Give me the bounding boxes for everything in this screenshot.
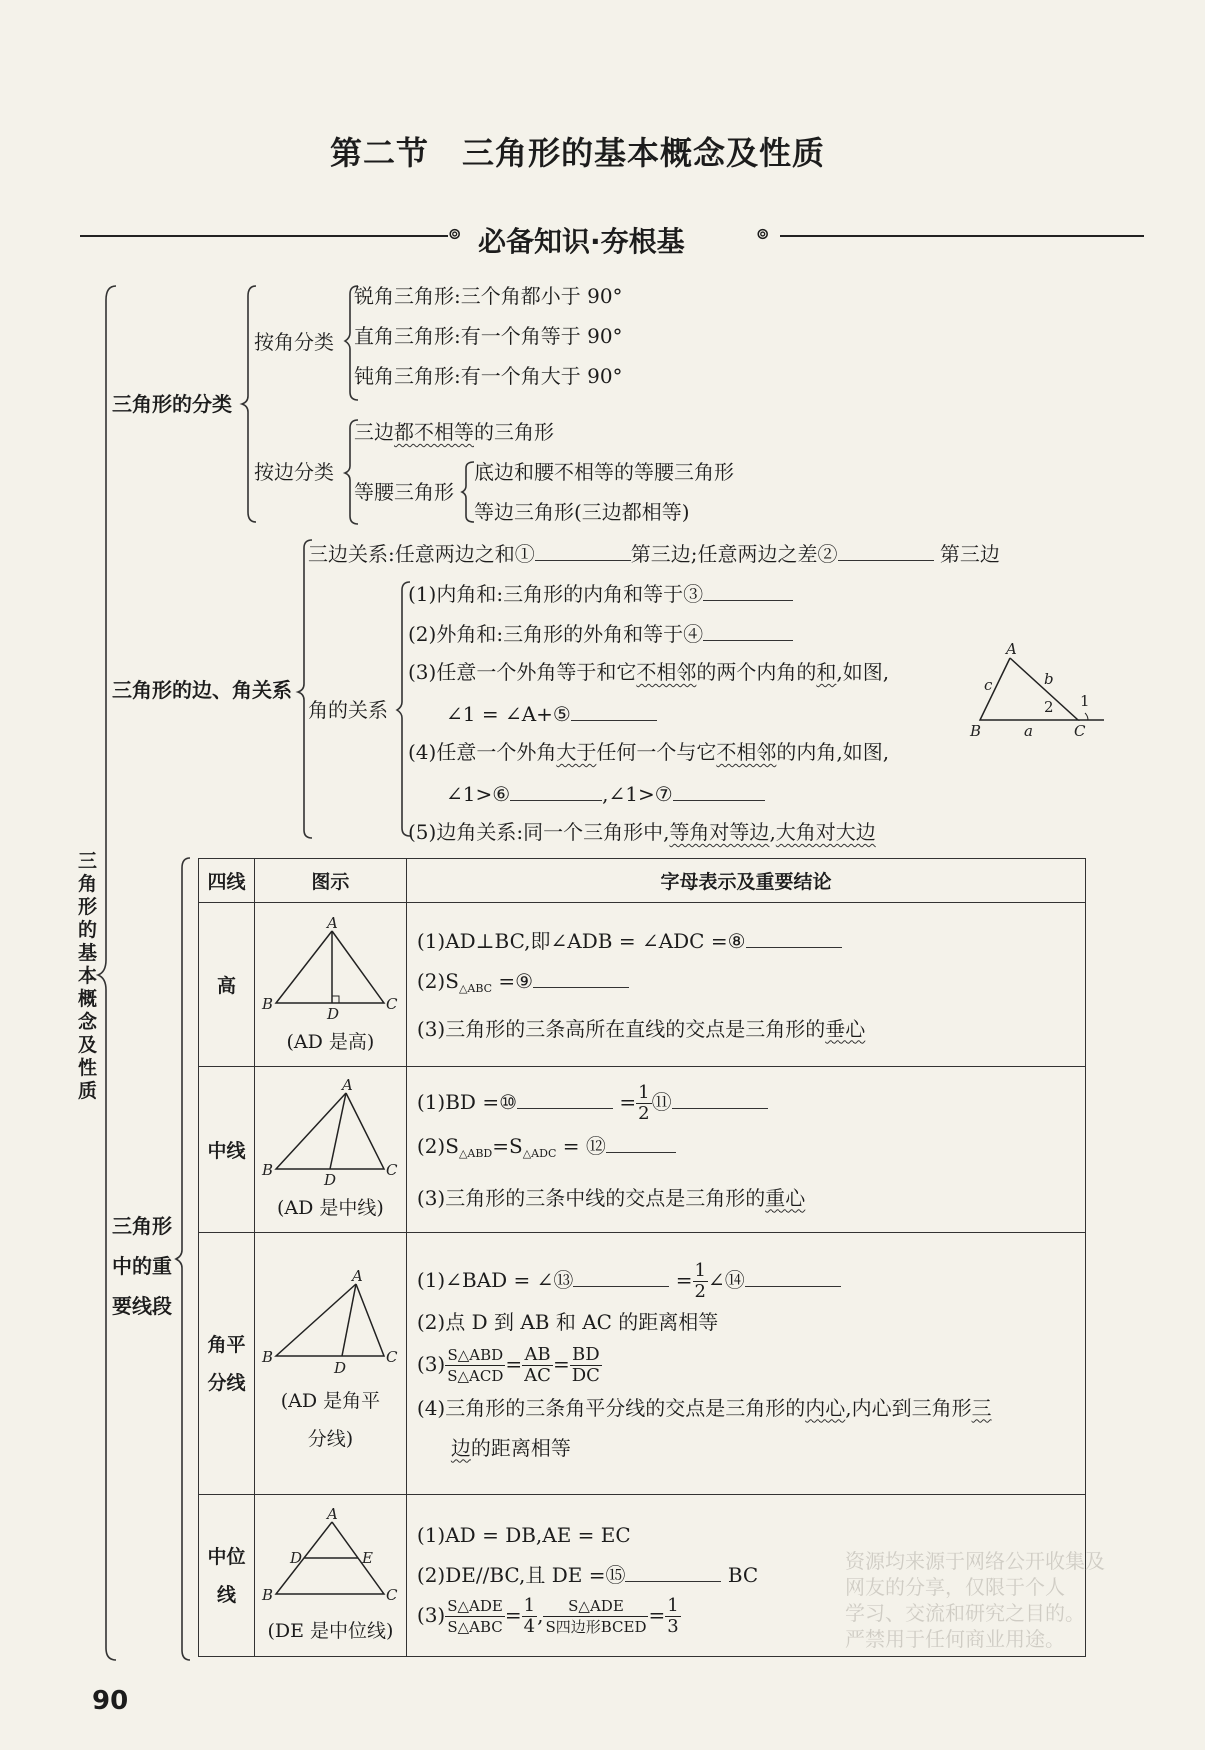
label-C: C: [1074, 722, 1086, 740]
blank-13: [573, 1266, 669, 1287]
altitude-c3-a: (3)三角形的三条高所在直线的交点是三角形的: [416, 1016, 826, 1041]
angle-item-2: [408, 620, 793, 646]
blank-4: [703, 620, 793, 641]
median-c3-a: (3)三角形的三条中线的交点是三角形的: [416, 1185, 766, 1210]
blank-14: [745, 1266, 841, 1287]
midline-comma: ,: [537, 1602, 544, 1627]
page-title: 第二节 三角形的基本概念及性质: [330, 134, 826, 172]
row-bisector-name: [199, 1233, 255, 1495]
angle-item-3-d: 和: [816, 660, 837, 684]
median-c1-a: (1)BD =⑩: [416, 1089, 518, 1114]
altitude-c1-text: (1)AD⊥BC,即∠ADB = ∠ADC =⑧: [416, 928, 746, 953]
bis-label-D: D: [334, 1358, 347, 1377]
angle-item-5-a: (5)边角关系:同一个三角形中,: [408, 820, 670, 844]
bis-label-C: C: [386, 1347, 398, 1366]
altitude-c2-sub: △ABC: [458, 981, 493, 995]
med-label-C: C: [386, 1161, 398, 1179]
alt-label-A: A: [327, 914, 339, 932]
angle-item-4-e: 的内角,如图,: [776, 740, 890, 764]
angle-item-3-c: 的两个内角的: [696, 660, 817, 684]
lines-section-label: [112, 1206, 172, 1326]
label-A: A: [1006, 640, 1017, 658]
right-angle-mark: [332, 996, 339, 1003]
angle-item-4-f1: ∠1>⑥: [446, 782, 511, 806]
midline-frac-1-den: S△ABC: [447, 1617, 503, 1636]
blank-2: [838, 540, 934, 561]
midline-frac-2-den: S四边形BCED: [545, 1617, 647, 1636]
median-c2-c: = ⑫: [556, 1133, 606, 1158]
mid-label-C: C: [386, 1586, 398, 1604]
header-conclusions: 字母表示及重要结论: [406, 859, 1085, 903]
bisector-frac-1-den: S△ACD: [447, 1366, 504, 1385]
angle-item-4-line2: [446, 780, 765, 806]
median-triangle: [276, 1093, 384, 1169]
midline-frac-2-num: S△ADE: [543, 1596, 648, 1617]
banner-line-left: [80, 235, 448, 237]
row-midline-figure: [254, 1495, 406, 1657]
bisector-c1-eq: =: [675, 1267, 693, 1292]
bisector-frac-1: [445, 1345, 505, 1386]
bisector-half-num: 1: [694, 1259, 706, 1281]
table-row: [199, 1233, 1086, 1495]
scalene-triangle: [354, 420, 554, 444]
bisector-c3-pre: (3): [416, 1351, 446, 1376]
angle-item-2-text: (2)外角和:三角形的外角和等于④: [408, 622, 704, 646]
bisector-eq-1: =: [505, 1351, 523, 1376]
scalene-emphasis: 都不相等: [394, 420, 474, 444]
midline-c1: (1)AD = DB,AE = EC: [416, 1522, 631, 1547]
bisector-triangle: [276, 1284, 384, 1356]
root-label: 三角形的基本概念及性质: [78, 850, 98, 1102]
row-midline-name: [199, 1495, 255, 1657]
label-1: 1: [1080, 692, 1090, 710]
midline-val-2: [665, 1596, 680, 1637]
bisector-frac-2-den: AC: [524, 1364, 551, 1386]
altitude-c1: [417, 921, 1085, 961]
bisector-c4: [417, 1388, 1085, 1428]
bisector-c4-a: (4)三角形的三条角平分线的交点是三角形的: [416, 1395, 806, 1420]
bisector-caption: [255, 1382, 406, 1458]
angle-item-1-text: (1)内角和:三角形的内角和等于③: [408, 582, 704, 606]
row-bisector-figure: [254, 1233, 406, 1495]
relations-label: 三角形的边、角关系: [112, 678, 292, 702]
obtuse-triangle: 钝角三角形:有一个角大于 90°: [354, 364, 623, 388]
label-a: a: [1024, 722, 1033, 740]
bisector-frac-3: [570, 1345, 602, 1386]
angle-1-arc: [1085, 713, 1088, 720]
watermark-line-3: 学习、交流和研究之目的。: [845, 1601, 1085, 1625]
watermark: [845, 1548, 1205, 1652]
scalene-pre: 三边: [354, 420, 394, 444]
midline-eq-1: =: [504, 1602, 522, 1627]
angle-item-3-line2: [446, 700, 657, 726]
three-sides-part2: 第三边;任意两边之差②: [630, 542, 838, 566]
four-lines-table: [198, 858, 1086, 1657]
lines-label-3: 要线段: [112, 1294, 172, 1318]
acute-triangle: 锐角三角形:三个角都小于 90°: [354, 284, 623, 308]
bisector-frac-3-den: DC: [571, 1364, 600, 1386]
angle-item-5-b: 等角对等边: [669, 820, 770, 844]
midline-val-2-num: 1: [667, 1594, 679, 1616]
bisector-c4-c: ,内心到三角形: [845, 1395, 972, 1420]
median-c2-a: (2)S: [416, 1133, 459, 1158]
blank-6: [510, 780, 602, 801]
angle-relations-label: 角的关系: [308, 698, 388, 722]
mid-label-D: D: [290, 1549, 303, 1567]
bisector-frac-3-num: BD: [570, 1345, 602, 1366]
bisector-name-2: 分线: [207, 1371, 246, 1394]
median-half-den: 2: [638, 1102, 650, 1124]
table-row: [199, 903, 1086, 1067]
mid-label-B: B: [262, 1586, 274, 1604]
bisector-c4-e: 边: [450, 1435, 471, 1460]
header-four-lines: 四线: [199, 859, 255, 903]
bisector-name-1: 角平: [207, 1333, 246, 1356]
midline-val-1-den: 4: [523, 1615, 536, 1637]
banner-right-ornament: ⊚: [756, 224, 770, 243]
altitude-c3-b: 垂心: [825, 1016, 866, 1041]
banner-title: 必备知识·夯根基: [478, 225, 685, 258]
label-c: c: [984, 676, 993, 694]
three-sides-relation: [308, 540, 1000, 566]
median-caption: (AD 是中线): [277, 1197, 384, 1219]
midline-c2-a: (2)DE//BC,且 DE =⑮: [416, 1562, 626, 1587]
angle-item-1: [408, 580, 793, 606]
classification-label: 三角形的分类: [112, 392, 232, 416]
med-label-A: A: [342, 1076, 354, 1094]
label-2: 2: [1044, 698, 1054, 716]
median-c1-eq: =: [619, 1089, 637, 1114]
exterior-angle-figure: [972, 640, 1122, 740]
altitude-caption: (AD 是高): [286, 1031, 375, 1053]
altitude-c2: [417, 961, 1085, 1009]
row-altitude-figure: [254, 903, 406, 1067]
row-median-content: [406, 1067, 1085, 1233]
table-header-row: [199, 859, 1086, 903]
by-side-label: 按边分类: [254, 460, 334, 484]
angle-item-3: [408, 660, 889, 684]
three-sides-part3: 第三边: [939, 542, 1000, 566]
isosceles-label: 等腰三角形: [354, 480, 454, 504]
angle-item-3-e: ,如图,: [836, 660, 890, 684]
bisector-c2: (2)点 D 到 AB 和 AC 的距离相等: [416, 1309, 719, 1334]
bisector-c1-c: ∠⑭: [707, 1267, 745, 1292]
bisector-c3: [417, 1344, 1085, 1386]
bisector-caption-1: (AD 是角平: [280, 1389, 381, 1412]
bisector-caption-2: 分线): [307, 1427, 354, 1450]
bis-label-A: A: [352, 1266, 364, 1285]
med-label-B: B: [262, 1161, 274, 1179]
median-c1-c: ⑪: [651, 1089, 672, 1114]
row-median-figure: [254, 1067, 406, 1233]
blank-5: [571, 700, 657, 721]
median-line: [330, 1093, 346, 1169]
mid-label-A: A: [327, 1505, 339, 1523]
row-bisector-content: [406, 1233, 1085, 1495]
bisector-eq-2: =: [552, 1351, 570, 1376]
median-c2: [417, 1124, 1085, 1176]
median-c2-sub2: △ADC: [522, 1146, 557, 1160]
mid-label-E: E: [362, 1549, 374, 1567]
page-number: 90: [92, 1686, 129, 1716]
midline-caption: (DE 是中位线): [267, 1620, 394, 1642]
bisector-half: [693, 1261, 708, 1302]
blank-12: [606, 1132, 676, 1153]
header-figure: 图示: [254, 859, 406, 903]
row-median-name: 中线: [199, 1067, 255, 1233]
angle-item-4-d: 不相邻: [716, 740, 777, 764]
right-triangle: 直角三角形:有一个角等于 90°: [354, 324, 623, 348]
angle-item-4: [408, 740, 889, 764]
med-label-D: D: [324, 1171, 337, 1189]
midline-val-1: [522, 1596, 537, 1637]
altitude-c2-a: (2)S: [416, 968, 459, 993]
bisector-frac-2: [522, 1345, 553, 1386]
midline-val-1-num: 1: [523, 1594, 536, 1616]
banner-left-ornament: ⊚: [448, 224, 462, 243]
midline-figure: [260, 1505, 400, 1612]
midline-eq-2: =: [648, 1602, 666, 1627]
angle-item-5-d: 大角对大边: [775, 820, 876, 844]
midline-c2-b: BC: [727, 1562, 759, 1587]
blank-10: [517, 1088, 613, 1109]
blank-8: [746, 927, 842, 948]
median-c1: [417, 1080, 1085, 1124]
median-c2-sub1: △ABD: [458, 1146, 493, 1160]
bis-label-B: B: [262, 1347, 274, 1366]
angle-item-5-c: ,: [769, 820, 776, 844]
midline-val-2-den: 3: [667, 1615, 679, 1637]
midline-frac-1-num: S△ADE: [447, 1596, 503, 1615]
bisector-c1-a: (1)∠BAD = ∠⑬: [416, 1267, 574, 1292]
blank-15: [625, 1561, 721, 1582]
label-b: b: [1044, 670, 1054, 688]
median-half: [636, 1083, 651, 1124]
bisector-c4-b: 内心: [805, 1395, 846, 1420]
bisector-c1: [417, 1260, 1085, 1302]
angle-item-4-f2: ,∠1>⑦: [602, 782, 673, 806]
angle-item-4-c: 任何一个与它: [596, 740, 717, 764]
altitude-figure: [260, 915, 400, 1023]
bisector-frac-2-num: AB: [522, 1345, 553, 1366]
median-c2-b: =S: [492, 1133, 523, 1158]
banner-line-right: [780, 235, 1144, 237]
midline-c3-pre: (3): [416, 1602, 446, 1627]
isosceles-non-equilateral: 底边和腰不相等的等腰三角形: [474, 460, 734, 484]
alt-label-B: B: [262, 995, 274, 1013]
bisector-half-den: 2: [694, 1280, 706, 1302]
blank-9: [533, 967, 629, 988]
lines-label-2: 中的重: [112, 1254, 172, 1278]
bisector-frac-1-num: S△ABD: [445, 1345, 505, 1366]
row-altitude-content: [406, 903, 1085, 1067]
angle-item-4-a: (4)任意一个外角: [408, 740, 557, 764]
alt-label-D: D: [327, 1005, 340, 1023]
altitude-c2-b: =⑨: [492, 968, 534, 993]
row-altitude-name: 高: [199, 903, 255, 1067]
angle-item-5: [408, 820, 876, 844]
bisector-figure: [260, 1266, 400, 1378]
blank-7: [673, 780, 765, 801]
watermark-line-1: 资源均来源于网络公开收集及: [845, 1549, 1105, 1573]
blank-1: [535, 540, 631, 561]
blank-3: [703, 580, 793, 601]
angle-item-3-a: (3)任意一个外角等于和它: [408, 660, 637, 684]
bisector-c4-line2: [417, 1428, 1085, 1468]
triangle-abc: [980, 658, 1078, 720]
midline-name-1: 中位: [207, 1545, 246, 1568]
watermark-line-2: 网友的分享，仅限于个人: [845, 1575, 1065, 1599]
midline-frac-2: [543, 1596, 648, 1637]
altitude-c3: [417, 1009, 1085, 1049]
altitude-triangle: [276, 931, 384, 1003]
angle-item-4-b: 大于: [556, 740, 597, 764]
median-figure: [260, 1076, 400, 1189]
blank-11: [672, 1088, 768, 1109]
median-c3-b: 重心: [765, 1185, 806, 1210]
alt-label-C: C: [386, 995, 398, 1013]
bisector-c4-f: 的距离相等: [470, 1435, 571, 1460]
midline-frac-1: [445, 1596, 505, 1637]
median-half-num: 1: [638, 1081, 650, 1103]
midline-name-2: 线: [216, 1583, 236, 1606]
three-sides-part1: 三边关系:任意两边之和①: [308, 542, 535, 566]
equilateral-triangle: 等边三角形(三边都相等): [474, 500, 690, 524]
angle-item-3-b: 不相邻: [636, 660, 697, 684]
median-c3: [417, 1176, 1085, 1220]
lines-label-1: 三角形: [112, 1214, 172, 1238]
by-angle-label: 按角分类: [254, 330, 334, 354]
watermark-line-4: 严禁用于任何商业用途。: [845, 1627, 1065, 1651]
bisector-c4-d: 三: [971, 1395, 992, 1420]
label-B: B: [970, 722, 982, 740]
table-row: [199, 1067, 1086, 1233]
angle-item-3-formula: ∠1 = ∠A+⑤: [446, 702, 571, 726]
scalene-post: 的三角形: [474, 420, 554, 444]
